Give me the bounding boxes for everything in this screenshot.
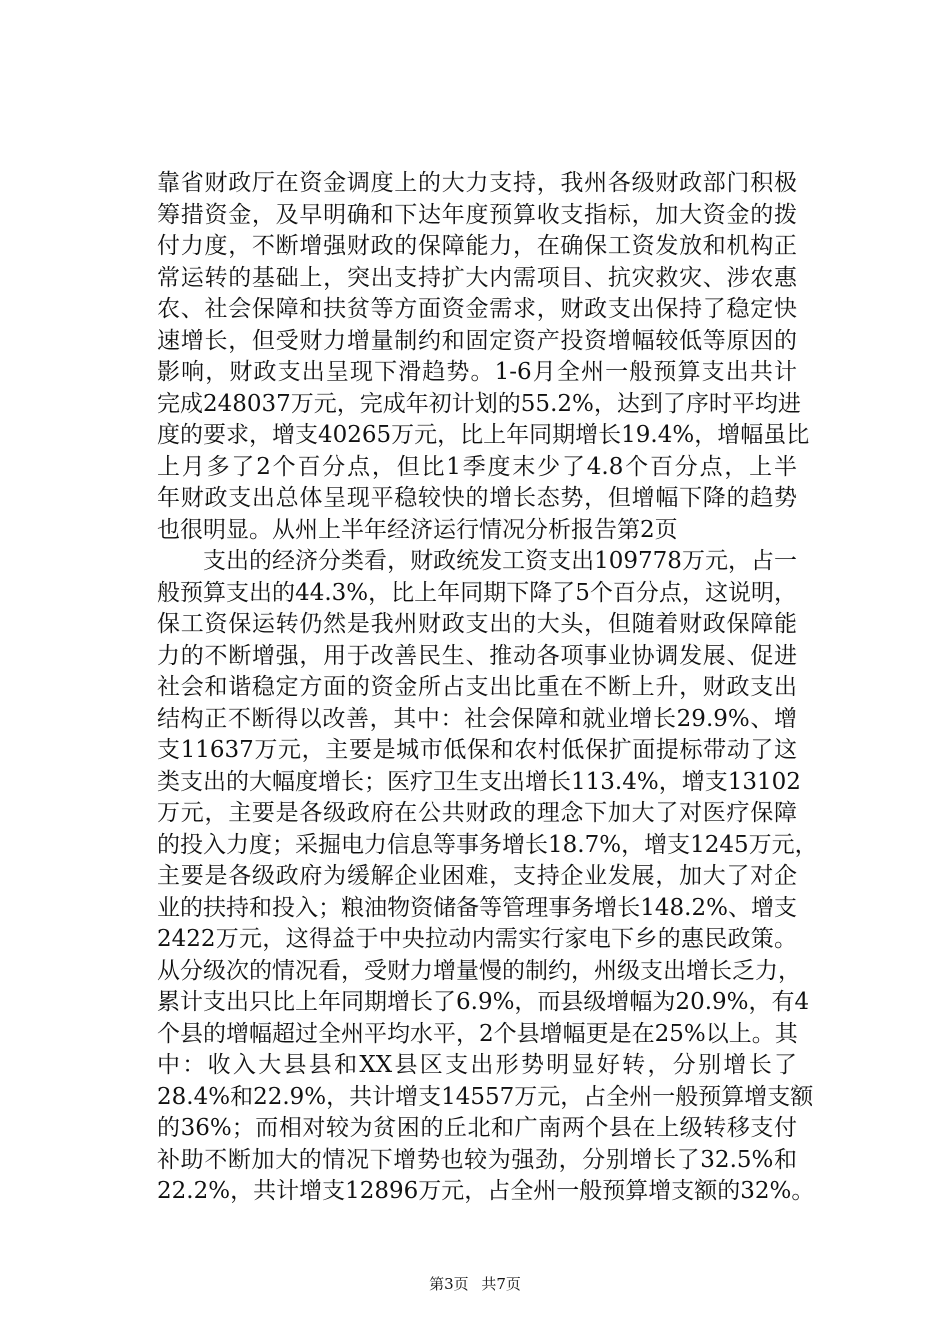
text-line: 筹措资金，及早明确和下达年度预算收支指标，加大资金的拨: [157, 201, 797, 228]
text-line: 补助不断加大的情况下增势也较为强劲，分别增长了32.5%和: [157, 1146, 797, 1173]
page-footer: [0, 1274, 950, 1294]
text-line: 万元，主要是各级政府在公共财政的理念下加大了对医疗保障: [157, 800, 797, 826]
text-line: 中：收入大县县和XX县区支出形势明显好转，分别增长了: [157, 1052, 797, 1078]
text-line: 力的不断增强，用于改善民生、推动各项事业协调发展、促进: [157, 642, 797, 669]
text-line: 类支出的大幅度增长；医疗卫生支出增长113.4%，增支13102: [157, 768, 801, 795]
text-line: 业的扶持和投入；粮油物资储备等管理事务增长148.2%、增支: [157, 894, 797, 921]
page-number: 第3页: [429, 1275, 469, 1293]
text-line: 2422万元，这得益于中央拉动内需实行家电下乡的惠民政策。: [157, 926, 797, 952]
text-line: 的投入力度；采掘电力信息等事务增长18.7%，增支1245万元，: [157, 831, 818, 858]
text-line: 也很明显。从州上半年经济运行情况分析报告第2页: [157, 516, 678, 543]
text-line: 度的要求，增支40265万元，比上年同期增长19.4%，增幅虽比: [157, 422, 810, 448]
text-line: 农、社会保障和扶贫等方面资金需求，财政支出保持了稳定快: [157, 296, 797, 322]
text-line: 个县的增幅超过全州平均水平，2个县增幅更是在25%以上。其: [157, 1020, 798, 1047]
paragraph: [157, 546, 818, 1208]
text-line: 年财政支出总体呈现平稳较快的增长态势，但增幅下降的趋势: [157, 485, 797, 511]
paragraph: [157, 168, 810, 546]
text-line: 支11637万元，主要是城市低保和农村低保扩面提标带动了这: [157, 737, 797, 763]
text-line: 社会和谐稳定方面的资金所占支出比重在不断上升，财政支出: [157, 674, 797, 700]
text-line: 上月多了2个百分点，但比1季度末少了4.8个百分点，上半: [157, 453, 797, 480]
text-line: 22.2%，共计增支12896万元，占全州一般预算增支额的32%。: [157, 1178, 815, 1204]
text-line: 的36%；而相对较为贫困的丘北和广南两个县在上级转移支付: [157, 1115, 797, 1141]
text-line: 28.4%和22.9%，共计增支14557万元，占全州一般预算增支额: [157, 1083, 814, 1110]
text-line: 累计支出只比上年同期增长了6.9%，而县级增幅为20.9%，有4: [157, 989, 810, 1015]
text-line: 速增长，但受财力增量制约和固定资产投资增幅较低等原因的: [157, 327, 797, 354]
text-line: 靠省财政厅在资金调度上的大力支持，我州各级财政部门积极: [157, 170, 797, 196]
page-total: 共7页: [481, 1275, 521, 1293]
body-text: [157, 168, 818, 1208]
text-line: 结构正不断得以改善，其中：社会保障和就业增长29.9%、增: [157, 705, 797, 732]
text-line: 主要是各级政府为缓解企业困难，支持企业发展，加大了对企: [157, 863, 797, 889]
text-line: 常运转的基础上，突出支持扩大内需项目、抗灾救灾、涉农惠: [157, 264, 797, 291]
text-line: 从分级次的情况看，受财力增量慢的制约，州级支出增长乏力，: [157, 957, 801, 984]
text-line: 完成248037万元，完成年初计划的55.2%，达到了序时平均进: [157, 390, 801, 417]
text-line: 般预算支出的44.3%，比上年同期下降了5个百分点，这说明，: [157, 579, 797, 606]
text-line: 支出的经济分类看，财政统发工资支出109778万元，占一: [203, 548, 797, 574]
text-line: 付力度，不断增强财政的保障能力，在确保工资发放和机构正: [157, 233, 797, 259]
text-line: 保工资保运转仍然是我州财政支出的大头，但随着财政保障能: [157, 611, 797, 637]
text-line: 影响，财政支出呈现下滑趋势。1-6月全州一般预算支出共计: [157, 359, 797, 385]
